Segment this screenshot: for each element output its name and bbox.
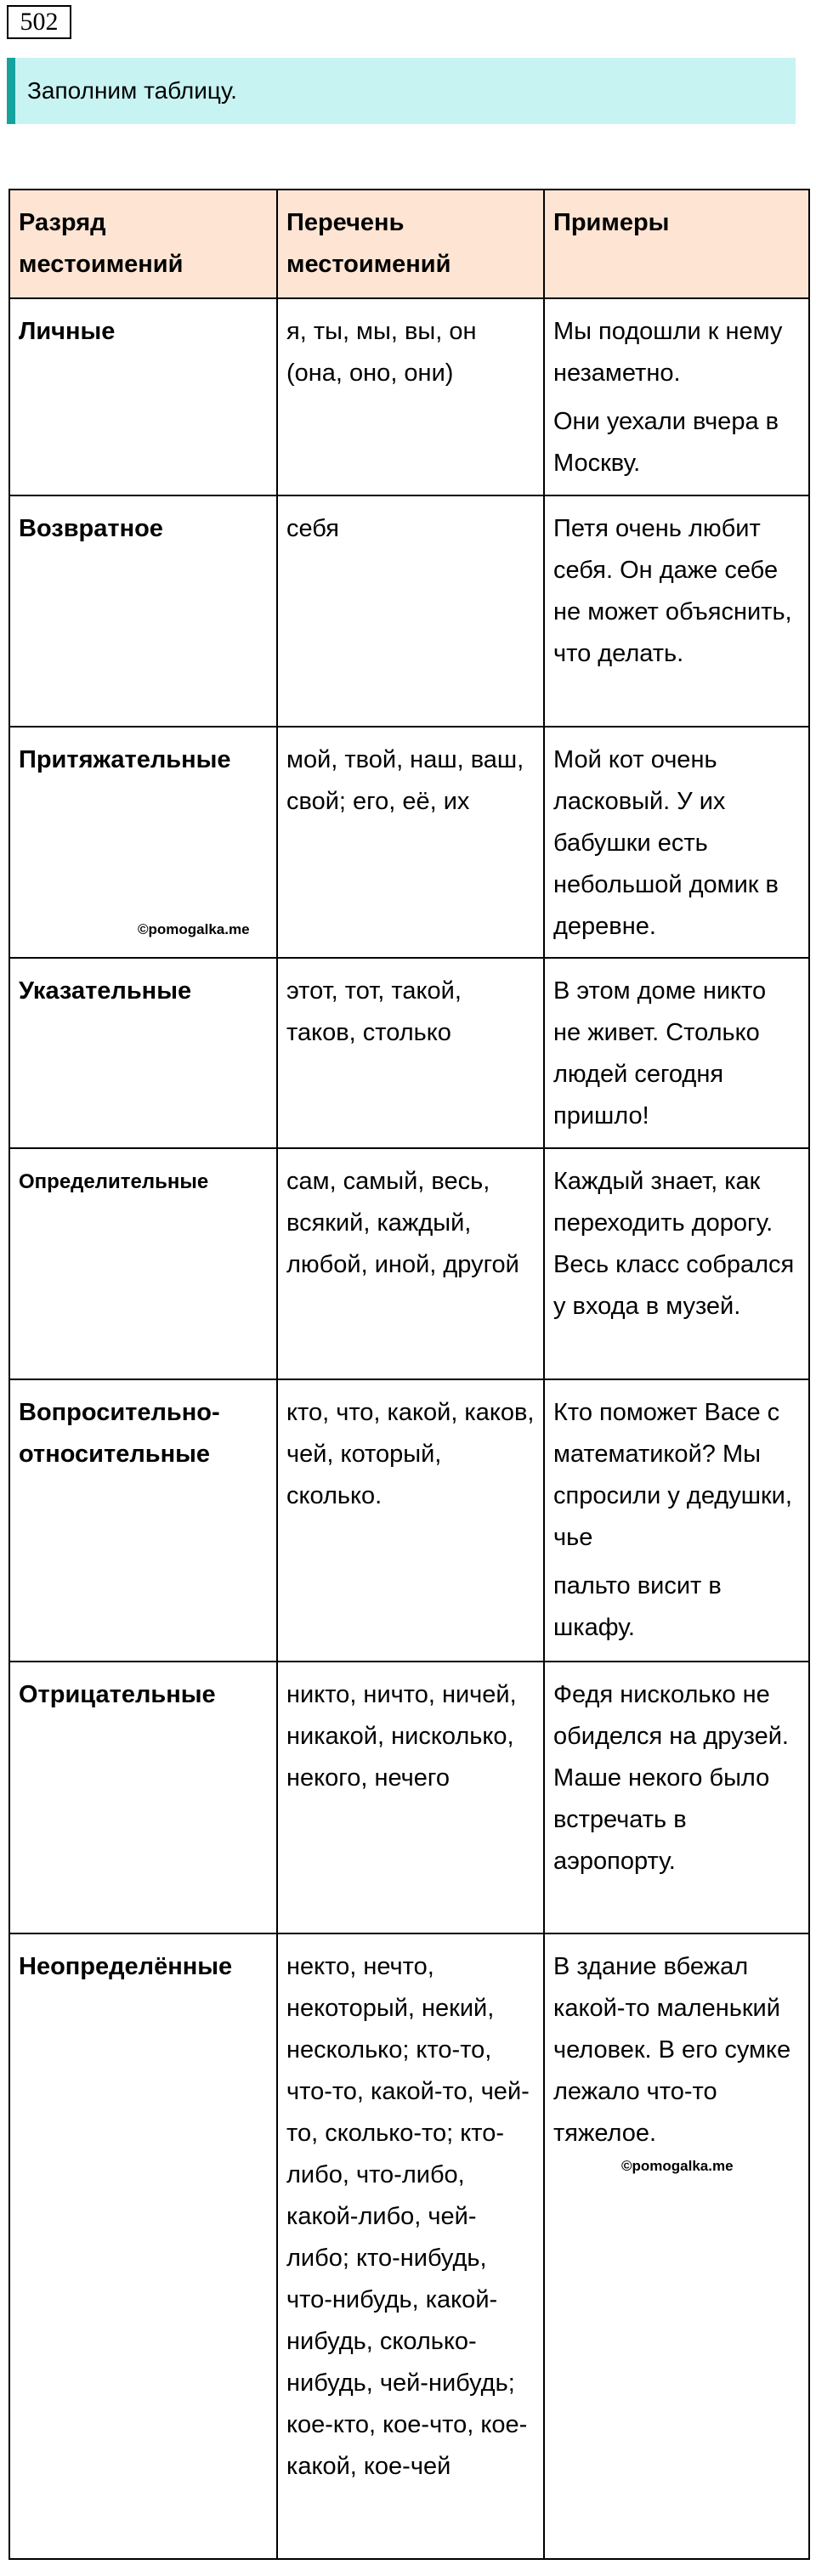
example-text: Петя очень любит себя. Он даже себе не может объяснить, что делать. [553,515,792,667]
category-cell: Отрицательные [9,1662,277,1933]
table-row [9,1662,809,1933]
category-cell: Указательные [9,958,277,1148]
table-row [9,298,809,495]
table-row [9,727,809,958]
example-text: Мой кот очень ласковый. У их бабушки есть небольшой домик в деревне. [553,746,779,940]
pronouns-cell: кто, что, какой, каков, чей, который, сколько. [277,1379,544,1662]
pronouns-cell: сам, самый, весь, всякий, каждый, любой, иной, другой [277,1148,544,1379]
category-cell: Определительные [9,1148,277,1379]
table-header-row [9,190,809,298]
header-pronouns: Перечень местоимений [277,190,544,298]
example-text: В здание вбежал какой-то маленький человек. В его сумке лежало что-то тяжелое. [553,1953,791,2147]
pronouns-cell: я, ты, мы, вы, он (она, оно, они) [277,298,544,495]
table-row [9,1933,809,2559]
instruction-banner: Заполним таблицу. [7,58,796,124]
category-label: Притяжательные [19,746,231,773]
table-row [9,1379,809,1662]
example-text: Федя нисколько не обиделся на друзей. Маше некого было встречать в аэропорту. [553,1681,789,1875]
examples-cell [544,1148,809,1379]
table-row [9,958,809,1148]
example-text: В этом доме никто не живет. Столько людей сегодня пришло! [553,977,767,1129]
examples-cell [544,495,809,727]
watermark-text: ©pomogalka.me [621,2158,734,2174]
examples-cell [544,1379,809,1662]
category-cell: Вопросительно-относительные [9,1379,277,1662]
table-row [9,1148,809,1379]
pronouns-cell: мой, твой, наш, ваш, свой; его, её, их [277,727,544,958]
category-cell [9,727,277,958]
example-text: Каждый знает, как переходить дорогу. Весь класс собрался у входа в музей. [553,1168,795,1320]
table-row [9,495,809,727]
task-number: 502 [7,5,71,39]
example-text: пальто висит в шкафу. [553,1572,722,1641]
header-examples: Примеры [544,190,809,298]
category-cell: Личные [9,298,277,495]
pronouns-cell: себя [277,495,544,727]
watermark-text: ©pomogalka.me [138,921,250,937]
example-text: Они уехали вчера в Москву. [553,408,779,477]
examples-cell [544,727,809,958]
pronoun-table [8,189,810,2560]
example-text: Кто поможет Васе с математикой? Мы спросили у дедушки, чье [553,1399,792,1551]
pronouns-cell: никто, ничто, ничей, никакой, нисколько, некого, нечего [277,1662,544,1933]
examples-cell [544,1662,809,1933]
header-category: Разряд местоимений [9,190,277,298]
examples-cell [544,958,809,1148]
pronouns-cell: некто, нечто, некоторый, некий, несколько; кто-то, что-то, какой-то, чей-то, сколько-то; кто-либо, что-либо, какой-либо, чей-либо; кто-нибудь, что-нибудь, какой-нибудь, сколько-нибудь, чей-нибудь; кое-кто, кое-что, кое-какой, кое-чей [277,1933,544,2559]
examples-cell [544,298,809,495]
category-cell: Возвратное [9,495,277,727]
pronouns-cell: этот, тот, такой, таков, столько [277,958,544,1148]
examples-cell [544,1933,809,2559]
example-text: Мы подошли к нему незаметно. [553,318,783,387]
category-cell: Неопределённые [9,1933,277,2559]
